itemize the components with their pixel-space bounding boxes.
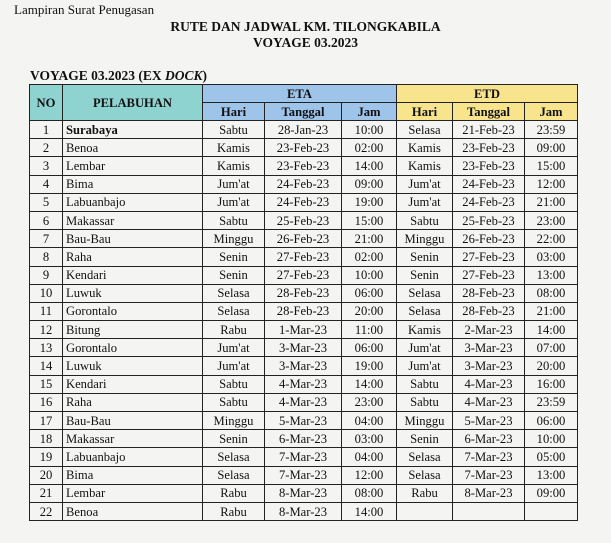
table-row [30, 430, 578, 448]
row-etd-date: 6-Mar-23 [453, 430, 525, 448]
row-no: 10 [30, 284, 63, 302]
row-eta-day: Jum'at [203, 193, 265, 211]
row-eta-time: 11:00 [342, 321, 397, 339]
row-etd-date: 4-Mar-23 [453, 393, 525, 411]
row-no: 14 [30, 357, 63, 375]
row-etd-day: Kamis [397, 139, 453, 157]
row-no: 19 [30, 448, 63, 466]
row-etd-day: Jum'at [397, 339, 453, 357]
row-eta-date: 24-Feb-23 [265, 175, 342, 193]
row-eta-time: 10:00 [342, 121, 397, 139]
row-eta-time: 15:00 [342, 211, 397, 229]
row-etd-time: 15:00 [525, 157, 578, 175]
row-port: Luwuk [63, 284, 203, 302]
row-eta-time: 02:00 [342, 139, 397, 157]
voyage-label-italic: DOCK [165, 68, 203, 83]
row-no: 12 [30, 321, 63, 339]
table-row [30, 466, 578, 484]
row-etd-date: 28-Feb-23 [453, 302, 525, 320]
col-no-header: NO [30, 85, 63, 121]
row-no: 2 [30, 139, 63, 157]
row-etd-day: Minggu [397, 230, 453, 248]
row-port: Benoa [63, 502, 203, 520]
row-eta-day: Sabtu [203, 375, 265, 393]
row-etd-day: Sabtu [397, 211, 453, 229]
row-etd-date: 7-Mar-23 [453, 466, 525, 484]
row-eta-time: 09:00 [342, 175, 397, 193]
row-no: 17 [30, 412, 63, 430]
row-eta-time: 19:00 [342, 357, 397, 375]
row-etd-day: Senin [397, 266, 453, 284]
table-row [30, 448, 578, 466]
row-eta-date: 28-Feb-23 [265, 284, 342, 302]
row-port: Benoa [63, 139, 203, 157]
row-port: Raha [63, 393, 203, 411]
etd-hari-header: Hari [397, 103, 453, 121]
row-port: Surabaya [63, 121, 203, 139]
row-etd-day: Sabtu [397, 393, 453, 411]
row-etd-date: 23-Feb-23 [453, 139, 525, 157]
voyage-label-main: VOYAGE 03.2023 (EX [30, 68, 162, 83]
row-eta-day: Rabu [203, 502, 265, 520]
schedule-body [30, 121, 578, 521]
table-row [30, 302, 578, 320]
row-eta-date: 23-Feb-23 [265, 139, 342, 157]
row-eta-time: 21:00 [342, 230, 397, 248]
row-etd-time: 20:00 [525, 357, 578, 375]
row-no: 1 [30, 121, 63, 139]
row-eta-time: 08:00 [342, 484, 397, 502]
etd-tanggal-header: Tanggal [453, 103, 525, 121]
row-eta-day: Senin [203, 266, 265, 284]
row-eta-time: 06:00 [342, 284, 397, 302]
row-eta-time: 14:00 [342, 157, 397, 175]
row-etd-time: 07:00 [525, 339, 578, 357]
row-eta-date: 23-Feb-23 [265, 157, 342, 175]
row-eta-day: Minggu [203, 412, 265, 430]
row-no: 5 [30, 193, 63, 211]
eta-tanggal-header: Tanggal [265, 103, 342, 121]
row-eta-day: Jum'at [203, 357, 265, 375]
row-eta-time: 12:00 [342, 466, 397, 484]
row-etd-time: 21:00 [525, 193, 578, 211]
row-etd-day: Rabu [397, 484, 453, 502]
row-etd-date: 26-Feb-23 [453, 230, 525, 248]
row-eta-date: 27-Feb-23 [265, 266, 342, 284]
row-port: Raha [63, 248, 203, 266]
table-row [30, 375, 578, 393]
row-no: 4 [30, 175, 63, 193]
row-eta-time: 14:00 [342, 502, 397, 520]
row-eta-time: 02:00 [342, 248, 397, 266]
row-etd-day: Selasa [397, 466, 453, 484]
row-port: Luwuk [63, 357, 203, 375]
row-no: 6 [30, 211, 63, 229]
row-eta-day: Sabtu [203, 393, 265, 411]
row-no: 16 [30, 393, 63, 411]
row-eta-day: Sabtu [203, 121, 265, 139]
table-row [30, 412, 578, 430]
row-eta-date: 1-Mar-23 [265, 321, 342, 339]
row-eta-day: Selasa [203, 466, 265, 484]
row-etd-date: 8-Mar-23 [453, 484, 525, 502]
row-etd-time: 21:00 [525, 302, 578, 320]
row-eta-time: 19:00 [342, 193, 397, 211]
row-eta-day: Selasa [203, 284, 265, 302]
schedule-table [29, 84, 578, 521]
row-port: Bitung [63, 321, 203, 339]
row-eta-date: 8-Mar-23 [265, 484, 342, 502]
row-eta-day: Jum'at [203, 339, 265, 357]
table-row [30, 211, 578, 229]
row-eta-date: 5-Mar-23 [265, 412, 342, 430]
row-etd-time: 09:00 [525, 484, 578, 502]
row-eta-date: 7-Mar-23 [265, 448, 342, 466]
row-eta-date: 26-Feb-23 [265, 230, 342, 248]
row-eta-date: 4-Mar-23 [265, 375, 342, 393]
row-etd-day: Sabtu [397, 375, 453, 393]
row-port: Gorontalo [63, 302, 203, 320]
row-port: Makassar [63, 430, 203, 448]
row-no: 13 [30, 339, 63, 357]
row-eta-date: 8-Mar-23 [265, 502, 342, 520]
row-no: 8 [30, 248, 63, 266]
row-port: Lembar [63, 484, 203, 502]
table-row [30, 230, 578, 248]
row-eta-time: 06:00 [342, 339, 397, 357]
voyage-label-end: ) [202, 68, 208, 83]
row-eta-date: 28-Feb-23 [265, 302, 342, 320]
row-port: Bau-Bau [63, 412, 203, 430]
row-eta-time: 10:00 [342, 266, 397, 284]
row-port: Makassar [63, 211, 203, 229]
etd-jam-header: Jam [525, 103, 578, 121]
row-eta-time: 03:00 [342, 430, 397, 448]
row-etd-time: 12:00 [525, 175, 578, 193]
row-eta-time: 04:00 [342, 448, 397, 466]
col-etd-header: ETD [397, 85, 578, 103]
row-etd-time: 16:00 [525, 375, 578, 393]
row-eta-day: Sabtu [203, 211, 265, 229]
table-row [30, 502, 578, 520]
row-etd-date: 3-Mar-23 [453, 339, 525, 357]
row-etd-time: 23:59 [525, 393, 578, 411]
row-port: Gorontalo [63, 339, 203, 357]
row-etd-time: 09:00 [525, 139, 578, 157]
row-eta-date: 4-Mar-23 [265, 393, 342, 411]
row-eta-time: 04:00 [342, 412, 397, 430]
row-port: Bima [63, 175, 203, 193]
row-port: Labuanbajo [63, 193, 203, 211]
row-etd-time [525, 502, 578, 520]
header-row-top [30, 85, 578, 103]
row-eta-time: 20:00 [342, 302, 397, 320]
row-etd-time: 22:00 [525, 230, 578, 248]
document-title: RUTE DAN JADWAL KM. TILONGKABILA [170, 19, 441, 34]
row-etd-day: Jum'at [397, 193, 453, 211]
row-no: 18 [30, 430, 63, 448]
row-etd-day: Senin [397, 430, 453, 448]
row-etd-date: 24-Feb-23 [453, 175, 525, 193]
table-row [30, 357, 578, 375]
row-eta-date: 3-Mar-23 [265, 339, 342, 357]
table-row [30, 266, 578, 284]
row-eta-date: 6-Mar-23 [265, 430, 342, 448]
table-row [30, 393, 578, 411]
table-row [30, 284, 578, 302]
row-etd-date: 5-Mar-23 [453, 412, 525, 430]
row-etd-time: 14:00 [525, 321, 578, 339]
row-port: Bau-Bau [63, 230, 203, 248]
row-etd-day: Senin [397, 248, 453, 266]
row-no: 15 [30, 375, 63, 393]
row-no: 22 [30, 502, 63, 520]
row-etd-date: 27-Feb-23 [453, 266, 525, 284]
row-eta-date: 3-Mar-23 [265, 357, 342, 375]
row-no: 20 [30, 466, 63, 484]
row-etd-day: Jum'at [397, 357, 453, 375]
row-eta-day: Selasa [203, 448, 265, 466]
row-etd-day [397, 502, 453, 520]
row-etd-day: Minggu [397, 412, 453, 430]
row-no: 11 [30, 302, 63, 320]
row-etd-date: 21-Feb-23 [453, 121, 525, 139]
row-eta-date: 24-Feb-23 [265, 193, 342, 211]
row-etd-day: Selasa [397, 121, 453, 139]
row-etd-time: 10:00 [525, 430, 578, 448]
table-row [30, 157, 578, 175]
table-row [30, 339, 578, 357]
row-etd-day: Kamis [397, 321, 453, 339]
row-port: Kendari [63, 375, 203, 393]
row-etd-date: 4-Mar-23 [453, 375, 525, 393]
row-eta-day: Jum'at [203, 175, 265, 193]
row-etd-date: 27-Feb-23 [453, 248, 525, 266]
table-row [30, 175, 578, 193]
voyage-label [30, 68, 207, 84]
row-eta-date: 28-Jan-23 [265, 121, 342, 139]
table-row [30, 248, 578, 266]
row-no: 9 [30, 266, 63, 284]
col-pelabuhan-header: PELABUHAN [63, 85, 203, 121]
table-row [30, 321, 578, 339]
row-etd-day: Kamis [397, 157, 453, 175]
row-etd-day: Selasa [397, 448, 453, 466]
eta-jam-header: Jam [342, 103, 397, 121]
row-eta-day: Senin [203, 248, 265, 266]
row-etd-date: 25-Feb-23 [453, 211, 525, 229]
row-port: Labuanbajo [63, 448, 203, 466]
row-etd-date: 7-Mar-23 [453, 448, 525, 466]
row-eta-day: Kamis [203, 157, 265, 175]
row-etd-date: 3-Mar-23 [453, 357, 525, 375]
row-eta-time: 14:00 [342, 375, 397, 393]
row-etd-date: 2-Mar-23 [453, 321, 525, 339]
row-eta-day: Selasa [203, 302, 265, 320]
row-etd-date: 28-Feb-23 [453, 284, 525, 302]
row-eta-day: Rabu [203, 484, 265, 502]
row-no: 3 [30, 157, 63, 175]
row-etd-time: 05:00 [525, 448, 578, 466]
row-eta-day: Minggu [203, 230, 265, 248]
row-eta-time: 23:00 [342, 393, 397, 411]
row-eta-day: Senin [203, 430, 265, 448]
table-row [30, 121, 578, 139]
row-etd-date: 23-Feb-23 [453, 157, 525, 175]
row-eta-date: 7-Mar-23 [265, 466, 342, 484]
row-port: Kendari [63, 266, 203, 284]
row-no: 7 [30, 230, 63, 248]
row-no: 21 [30, 484, 63, 502]
col-eta-header: ETA [203, 85, 397, 103]
row-etd-day: Selasa [397, 284, 453, 302]
table-row [30, 193, 578, 211]
row-port: Bima [63, 466, 203, 484]
row-eta-date: 27-Feb-23 [265, 248, 342, 266]
eta-hari-header: Hari [203, 103, 265, 121]
row-etd-time: 08:00 [525, 284, 578, 302]
row-eta-date: 25-Feb-23 [265, 211, 342, 229]
row-eta-day: Kamis [203, 139, 265, 157]
row-port: Lembar [63, 157, 203, 175]
row-eta-day: Rabu [203, 321, 265, 339]
row-etd-time: 13:00 [525, 266, 578, 284]
row-etd-time: 13:00 [525, 466, 578, 484]
row-etd-time: 23:00 [525, 211, 578, 229]
table-row [30, 484, 578, 502]
table-row [30, 139, 578, 157]
row-etd-day: Selasa [397, 302, 453, 320]
header-note: Lampiran Surat Penugasan [14, 2, 155, 17]
row-etd-date: 24-Feb-23 [453, 193, 525, 211]
row-etd-day: Jum'at [397, 175, 453, 193]
row-etd-time: 03:00 [525, 248, 578, 266]
document-subtitle: VOYAGE 03.2023 [253, 35, 358, 50]
row-etd-date [453, 502, 525, 520]
row-etd-time: 23:59 [525, 121, 578, 139]
row-etd-time: 06:00 [525, 412, 578, 430]
